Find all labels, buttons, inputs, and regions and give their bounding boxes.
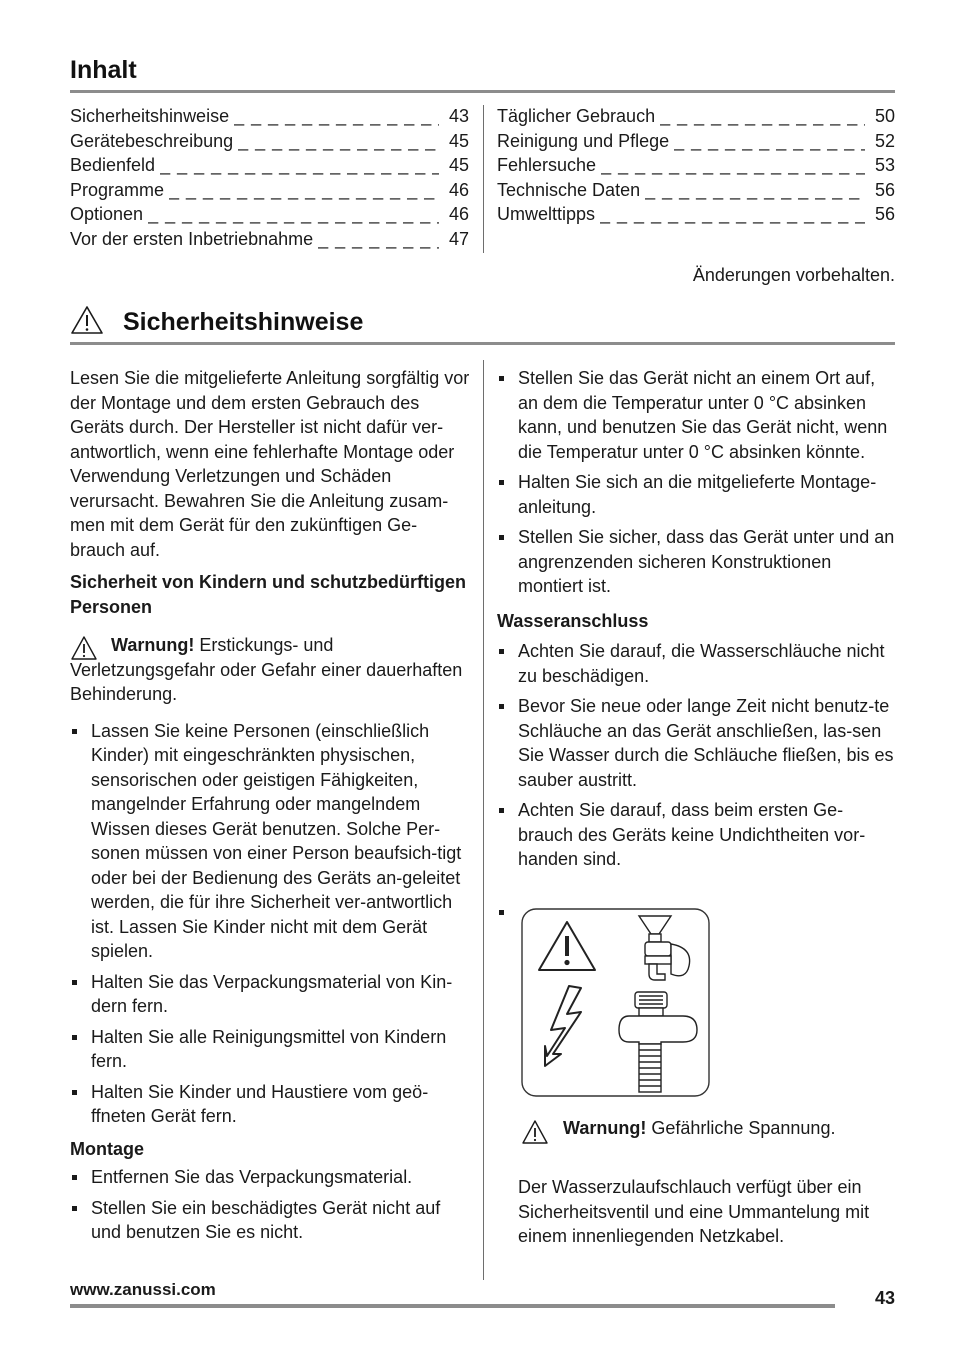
toc-leader: [601, 153, 865, 178]
toc-entry: [70, 202, 469, 227]
list-item: Achten Sie darauf, die Wasserschläuche nicht zu beschädigen.: [497, 639, 895, 688]
warning-text: Erstickungs- und Verletzungsgefahr oder Gefahr einer dauerhaften Behinderung.: [70, 635, 463, 704]
list-item: Lassen Sie keine Personen (einschließlich Kinder) mit eingeschränkten physischen, sensorischen oder geistigen Fähigkeiten, mangelnder Erfahrung oder mangelndem Wissen dieses Gerät benutzen. Solche Per-sonen müssen von einer Person beaufsich-tigt oder bei der Bedienung des Geräts an-geleitet werden, die für ihre Sicherheit ver-antwortlich ist. Lassen Sie Kinder nicht mit dem Gerät spielen.: [70, 719, 470, 964]
section-title: Sicherheitshinweise: [123, 308, 364, 336]
water-heading: Wasseranschluss: [497, 610, 649, 631]
toc-entry: [70, 153, 469, 178]
warning-text: Gefährliche Spannung.: [651, 1118, 836, 1138]
toc-left-column: [70, 104, 469, 251]
toc-entry: [70, 227, 469, 252]
toc-entry-page: 45: [448, 155, 469, 175]
list-item: Entfernen Sie das Verpackungsmaterial.: [70, 1165, 470, 1190]
intro-paragraph: Lesen Sie die mitgelieferte Anleitung sorgfältig vor der Montage und dem ersten Gebrauch des Geräts durch. Der Hersteller ist nicht dafür ver-antwortlich, wenn eine fehlerhafte Montage oder Verwendung Verletzungen und Schäden verursacht. Bewahren Sie die Anleitung zusam-men mit dem Gerät für den zukünftigen Ge-brauch auf.: [70, 368, 470, 560]
section-rule: [70, 342, 895, 345]
toc-entry: [70, 104, 469, 129]
list-item: Halten Sie Kinder und Haustiere vom geö-ffneten Gerät fern.: [70, 1080, 470, 1129]
toc-divider: [483, 105, 484, 253]
montage-list: [70, 1165, 470, 1245]
toc-entry: [70, 129, 469, 154]
toc-entry-page: 56: [874, 179, 895, 200]
footer-url: www.zanussi.com: [70, 1280, 216, 1299]
toc-rule: [70, 90, 895, 93]
list-item: Achten Sie darauf, dass beim ersten Ge-brauch des Geräts keine Undichtheiten vor-handen sind.: [497, 798, 895, 872]
bullet-marker: [499, 910, 504, 915]
children-list: [70, 719, 470, 1129]
list-item: Halten Sie das Verpackungsmaterial von Kin-dern fern.: [70, 970, 470, 1019]
toc-entry-label: Umwelttipps: [497, 204, 596, 224]
toc-entry: [497, 129, 895, 154]
warning-label: Warnung!: [111, 635, 195, 655]
toc-entry: [497, 178, 895, 203]
left-column: [70, 366, 470, 1245]
toc-entry-page: 56: [874, 204, 895, 224]
toc-leader: [234, 104, 439, 129]
hose-voltage-illustration: [521, 908, 711, 1098]
list-item: Stellen Sie ein beschädigtes Gerät nicht auf und benutzen Sie es nicht.: [70, 1196, 470, 1245]
toc-leader: [660, 104, 865, 129]
changes-note: Änderungen vorbehalten.: [692, 265, 895, 285]
toc-entry-label: Sicherheitshinweise: [70, 106, 230, 126]
toc-leader: [645, 178, 865, 203]
toc-entry-label: Technische Daten: [497, 179, 641, 200]
warning-choking: [70, 633, 470, 707]
right-column: [497, 366, 895, 872]
toc-entry-page: 47: [448, 228, 469, 249]
toc-leader: [160, 153, 439, 178]
warning-label: Warnung!: [563, 1118, 647, 1138]
list-item: Halten Sie sich an die mitgelieferte Montage-anleitung.: [497, 470, 895, 519]
toc-entry-label: Täglicher Gebrauch: [497, 106, 656, 126]
toc-entry: [497, 153, 895, 178]
children-heading: Sicherheit von Kindern und schutzbedürftigen Personen: [70, 572, 467, 617]
toc-entry-page: 43: [448, 106, 469, 126]
toc-leader: [169, 178, 439, 203]
toc-entry-page: 52: [874, 130, 895, 151]
toc-entry: [497, 202, 895, 227]
toc-entry-label: Gerätebeschreibung: [70, 130, 234, 151]
list-item: Halten Sie alle Reinigungsmittel von Kindern fern.: [70, 1025, 470, 1074]
toc-entry-page: 45: [448, 130, 469, 151]
footer-rule: [70, 1304, 835, 1308]
toc-entry-label: Vor der ersten Inbetriebnahme: [70, 228, 314, 249]
list-item: Stellen Sie das Gerät nicht an einem Ort auf, an dem die Temperatur unter 0 °C absinken kann, und benutzen Sie das Gerät nicht, wenn die Temperatur unter 0 °C absinken könnte.: [497, 366, 895, 464]
warning-triangle-icon: [70, 305, 104, 335]
toc-entry-page: 50: [874, 106, 895, 126]
toc-leader: [238, 129, 439, 154]
toc-entry-page: 53: [874, 155, 895, 175]
toc-entry-page: 46: [448, 204, 469, 224]
toc-entry-label: Bedienfeld: [70, 155, 156, 175]
list-item: Bevor Sie neue oder lange Zeit nicht benutz-te Schläuche an das Gerät anschließen, las-sen Sie Wasser durch die Schläuche fließen, bis es sauber austritt.: [497, 694, 895, 792]
page-number: 43: [874, 1288, 895, 1308]
hose-description: Der Wasserzulaufschlauch verfügt über ein Sicherheitsventil und eine Ummantelung mit einem innenliegenden Netzkabel.: [518, 1177, 870, 1246]
toc-leader: [148, 202, 439, 227]
toc-entry: [497, 104, 895, 129]
warning-triangle-icon: [521, 1119, 549, 1145]
warning-voltage: [563, 1116, 893, 1141]
water-list: [497, 639, 895, 872]
toc-entry-label: Reinigung und Pflege: [497, 130, 670, 151]
toc-entry-label: Optionen: [70, 204, 144, 224]
toc-leader: [600, 202, 865, 227]
toc-title: Inhalt: [70, 56, 137, 84]
toc-entry-page: 46: [448, 179, 469, 200]
column-divider: [483, 360, 484, 1280]
toc-entry-label: Fehlersuche: [497, 155, 597, 175]
installation-list: [497, 366, 895, 599]
toc-entry: [70, 178, 469, 203]
toc-right-column: [497, 104, 895, 227]
list-item: Stellen Sie sicher, dass das Gerät unter und an angrenzenden sicheren Konstruktionen montiert ist.: [497, 525, 895, 599]
toc-entry-label: Programme: [70, 179, 165, 200]
toc-leader: [674, 129, 865, 154]
warning-triangle-icon: [70, 635, 98, 661]
toc-leader: [318, 227, 439, 252]
montage-heading: Montage: [70, 1138, 144, 1159]
